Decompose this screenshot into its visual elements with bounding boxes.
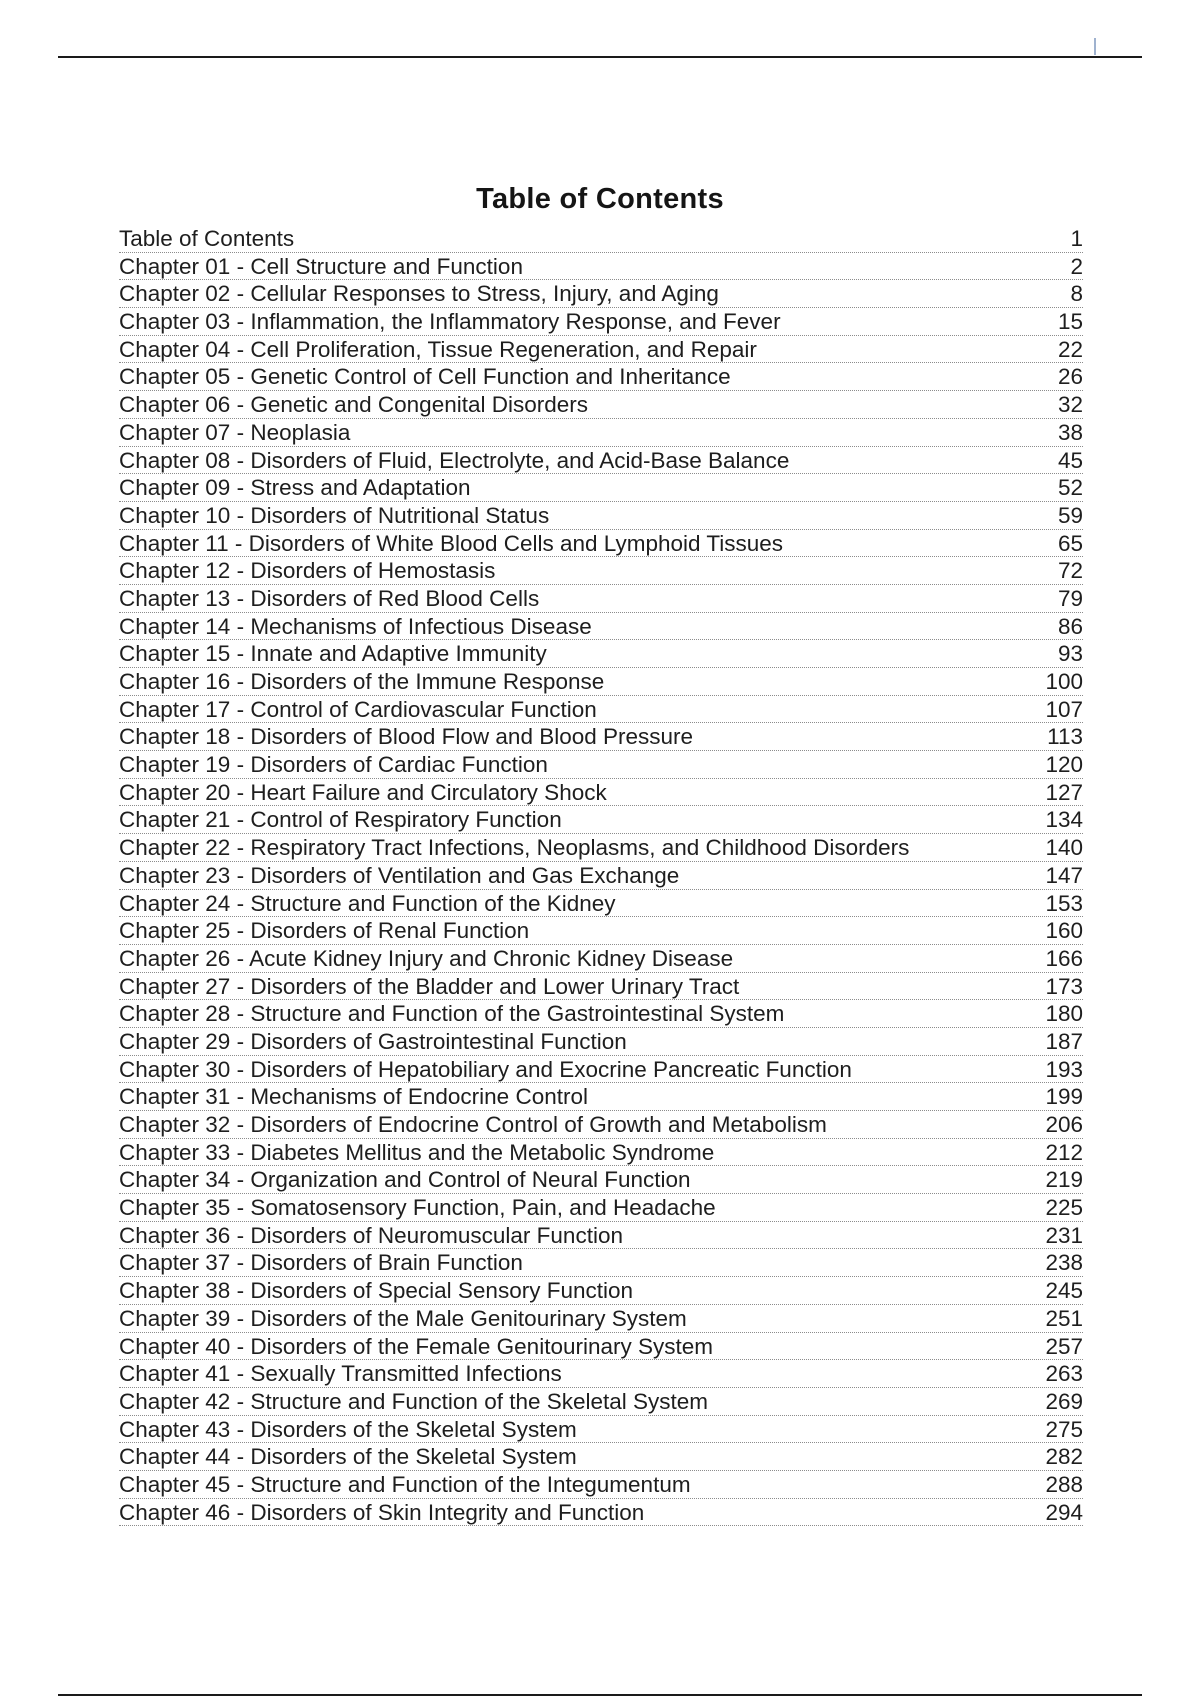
toc-entry-page-number: 275 — [1045, 1416, 1083, 1442]
toc-entry[interactable] — [119, 308, 1083, 336]
toc-entry-page-number: 257 — [1045, 1333, 1083, 1359]
toc-entry-page-number: 52 — [1057, 475, 1083, 501]
toc-entry-page-number: 72 — [1057, 558, 1083, 584]
toc-entry-label: Chapter 03 - Inflammation, the Inflammatory Response, and Fever — [119, 309, 781, 335]
toc-entry-page-number: 187 — [1045, 1028, 1083, 1054]
toc-entry-page-number: 100 — [1045, 669, 1083, 694]
toc-entry[interactable] — [119, 530, 1083, 558]
toc-entry-label: Chapter 27 - Disorders of the Bladder and Lower Urinary Tract — [119, 973, 740, 999]
toc-entry-label: Chapter 37 - Disorders of Brain Function — [119, 1250, 523, 1276]
toc-entry[interactable] — [119, 253, 1083, 281]
toc-entry[interactable] — [119, 834, 1083, 862]
toc-entry-page-number: 166 — [1045, 945, 1083, 971]
toc-entry[interactable] — [119, 447, 1083, 475]
toc-entry-label: Chapter 41 - Sexually Transmitted Infections — [119, 1361, 562, 1387]
toc-entry-label: Chapter 02 - Cellular Responses to Stress, Injury, and Aging — [119, 281, 719, 307]
toc-entry-label: Chapter 11 - Disorders of White Blood Cells and Lymphoid Tissues — [119, 530, 784, 556]
toc-entry-label: Chapter 13 - Disorders of Red Blood Cells — [119, 585, 540, 611]
toc-entry-page-number: 231 — [1045, 1222, 1083, 1248]
toc-entry[interactable] — [119, 502, 1083, 530]
toc-entry-page-number: 238 — [1045, 1250, 1083, 1276]
toc-entry[interactable] — [119, 973, 1083, 1001]
toc-entry[interactable] — [119, 640, 1083, 668]
toc-entry-page-number: 219 — [1045, 1167, 1083, 1193]
toc-entry-label: Chapter 28 - Structure and Function of the Gastrointestinal System — [119, 1001, 785, 1027]
toc-entry-label: Chapter 43 - Disorders of the Skeletal System — [119, 1416, 577, 1442]
toc-entry-page-number: 199 — [1045, 1084, 1083, 1110]
toc-entry-page-number: 225 — [1045, 1195, 1083, 1221]
toc-entry-page-number: 153 — [1045, 890, 1083, 916]
toc-entry[interactable] — [119, 668, 1083, 696]
toc-entry-label: Chapter 12 - Disorders of Hemostasis — [119, 558, 496, 584]
toc-entry[interactable] — [119, 1111, 1083, 1139]
toc-entry-label: Chapter 18 - Disorders of Blood Flow and Blood Pressure — [119, 724, 694, 750]
toc-entry-page-number: 173 — [1045, 973, 1083, 999]
toc-entry[interactable] — [119, 391, 1083, 419]
toc-entry-page-number: 86 — [1057, 613, 1083, 639]
toc-entry[interactable] — [119, 1249, 1083, 1277]
toc-entry[interactable] — [119, 806, 1083, 834]
toc-entry-page-number: 206 — [1045, 1112, 1083, 1137]
toc-entry-page-number: 113 — [1047, 724, 1083, 750]
toc-entry-label: Chapter 23 - Disorders of Ventilation and Gas Exchange — [119, 862, 680, 888]
toc-entry-label: Chapter 07 - Neoplasia — [119, 419, 351, 445]
toc-entry[interactable] — [119, 1333, 1083, 1361]
toc-entry-label: Chapter 36 - Disorders of Neuromuscular Function — [119, 1222, 623, 1248]
toc-entry[interactable] — [119, 1360, 1083, 1388]
toc-entry-label: Chapter 06 - Genetic and Congenital Disorders — [119, 392, 589, 418]
toc-entry[interactable] — [119, 557, 1083, 585]
toc-entry-label: Chapter 20 - Heart Failure and Circulatory Shock — [119, 779, 607, 805]
toc-entry-page-number: 32 — [1057, 392, 1083, 418]
toc-entry[interactable] — [119, 585, 1083, 613]
toc-entry[interactable] — [119, 225, 1083, 253]
toc-entry-label: Chapter 19 - Disorders of Cardiac Function — [119, 752, 548, 778]
toc-entry[interactable] — [119, 1388, 1083, 1416]
toc-entry[interactable] — [119, 1194, 1083, 1222]
toc-entry-page-number: 147 — [1045, 862, 1083, 888]
toc-entry-page-number: 212 — [1045, 1139, 1083, 1165]
toc-entry-label: Chapter 39 - Disorders of the Male Genitourinary System — [119, 1305, 687, 1331]
toc-entry-page-number: 22 — [1057, 336, 1083, 362]
toc-entry-label: Chapter 17 - Control of Cardiovascular Function — [119, 696, 597, 722]
toc-entry[interactable] — [119, 1083, 1083, 1111]
toc-entry-label: Chapter 26 - Acute Kidney Injury and Chronic Kidney Disease — [119, 945, 734, 971]
toc-entry-label: Chapter 22 - Respiratory Tract Infections, Neoplasms, and Childhood Disorders — [119, 835, 910, 861]
toc-entry-page-number: 65 — [1057, 530, 1083, 556]
toc-entry[interactable] — [119, 1056, 1083, 1084]
toc-entry[interactable] — [119, 945, 1083, 973]
toc-entry-label: Chapter 44 - Disorders of the Skeletal System — [119, 1444, 577, 1470]
toc-entry-label: Chapter 25 - Disorders of Renal Function — [119, 918, 530, 944]
toc-entry[interactable] — [119, 1000, 1083, 1028]
toc-entry-page-number: 2 — [1070, 253, 1083, 279]
toc-entry-label: Table of Contents — [119, 226, 295, 251]
toc-entry[interactable] — [119, 280, 1083, 308]
toc-entry[interactable] — [119, 613, 1083, 641]
toc-entry[interactable] — [119, 419, 1083, 447]
toc-entry[interactable] — [119, 336, 1083, 364]
toc-entry[interactable] — [119, 1499, 1083, 1527]
toc-entry-page-number: 15 — [1057, 309, 1083, 335]
toc-entry-label: Chapter 01 - Cell Structure and Function — [119, 253, 523, 279]
toc-entry[interactable] — [119, 363, 1083, 391]
toc-entry-label: Chapter 09 - Stress and Adaptation — [119, 475, 471, 501]
toc-entry-label: Chapter 29 - Disorders of Gastrointestinal Function — [119, 1028, 627, 1054]
toc-entry-page-number: 193 — [1045, 1056, 1083, 1082]
toc-entry-page-number: 1 — [1070, 226, 1083, 251]
toc-entry-label: Chapter 45 - Structure and Function of the Integumentum — [119, 1471, 691, 1497]
toc-entry-page-number: 269 — [1045, 1388, 1083, 1414]
toc-entry-page-number: 120 — [1045, 752, 1083, 778]
toc-entry-page-number: 45 — [1057, 447, 1083, 473]
toc-entry-label: Chapter 24 - Structure and Function of the Kidney — [119, 890, 616, 916]
header-rule — [58, 56, 1142, 58]
toc-entry[interactable] — [119, 1139, 1083, 1167]
toc-entry-label: Chapter 10 - Disorders of Nutritional Status — [119, 502, 550, 528]
toc-entry[interactable] — [119, 890, 1083, 918]
toc-entry-page-number: 79 — [1057, 585, 1083, 611]
text-cursor-mark — [1094, 38, 1096, 55]
toc-entry-label: Chapter 42 - Structure and Function of the Skeletal System — [119, 1388, 709, 1414]
toc-entry-page-number: 180 — [1045, 1001, 1083, 1027]
toc-entry-page-number: 59 — [1057, 502, 1083, 528]
toc-entry[interactable] — [119, 1416, 1083, 1444]
toc-entry-page-number: 251 — [1045, 1305, 1083, 1331]
toc-entry[interactable] — [119, 1028, 1083, 1056]
toc-entry-page-number: 263 — [1045, 1361, 1083, 1387]
toc-entry[interactable] — [119, 1222, 1083, 1250]
toc-entry-label: Chapter 15 - Innate and Adaptive Immunity — [119, 641, 547, 667]
toc-entry[interactable] — [119, 1305, 1083, 1333]
toc-entry-label: Chapter 40 - Disorders of the Female Genitourinary System — [119, 1333, 713, 1359]
toc-entry-page-number: 245 — [1045, 1278, 1083, 1304]
toc-entry-page-number: 8 — [1070, 281, 1083, 307]
toc-entry[interactable] — [119, 1443, 1083, 1471]
toc-entry[interactable] — [119, 696, 1083, 724]
toc-entry[interactable] — [119, 1166, 1083, 1194]
toc-entry-page-number: 107 — [1045, 696, 1083, 722]
toc-entry-page-number: 160 — [1045, 918, 1083, 944]
toc-entry-label: Chapter 14 - Mechanisms of Infectious Disease — [119, 613, 592, 639]
toc-entry-page-number: 294 — [1045, 1499, 1083, 1525]
toc-entry[interactable] — [119, 1277, 1083, 1305]
toc-entry-page-number: 127 — [1045, 779, 1083, 805]
footer-rule — [58, 1694, 1142, 1696]
toc-entry-page-number: 140 — [1045, 835, 1083, 861]
toc-list — [119, 225, 1083, 1526]
toc-entry[interactable] — [119, 723, 1083, 751]
toc-entry-label: Chapter 31 - Mechanisms of Endocrine Control — [119, 1084, 588, 1110]
toc-entry[interactable] — [119, 862, 1083, 890]
toc-entry[interactable] — [119, 751, 1083, 779]
toc-entry-page-number: 38 — [1057, 419, 1083, 445]
toc-entry-label: Chapter 04 - Cell Proliferation, Tissue Regeneration, and Repair — [119, 336, 757, 362]
page-title: Table of Contents — [476, 183, 724, 216]
toc-entry-page-number: 134 — [1045, 807, 1083, 833]
toc-entry-label: Chapter 32 - Disorders of Endocrine Control of Growth and Metabolism — [119, 1112, 827, 1137]
toc-entry-label: Chapter 21 - Control of Respiratory Function — [119, 807, 562, 833]
toc-entry-label: Chapter 33 - Diabetes Mellitus and the Metabolic Syndrome — [119, 1139, 715, 1165]
toc-entry-label: Chapter 46 - Disorders of Skin Integrity and Function — [119, 1499, 645, 1525]
toc-entry-label: Chapter 30 - Disorders of Hepatobiliary and Exocrine Pancreatic Function — [119, 1056, 852, 1082]
toc-entry-label: Chapter 08 - Disorders of Fluid, Electrolyte, and Acid-Base Balance — [119, 447, 790, 473]
toc-entry-label: Chapter 35 - Somatosensory Function, Pain, and Headache — [119, 1195, 716, 1221]
toc-entry-label: Chapter 16 - Disorders of the Immune Response — [119, 669, 605, 694]
toc-entry[interactable] — [119, 474, 1083, 502]
toc-entry-page-number: 282 — [1045, 1444, 1083, 1470]
toc-entry-label: Chapter 05 - Genetic Control of Cell Function and Inheritance — [119, 364, 731, 390]
toc-entry-label: Chapter 38 - Disorders of Special Sensory Function — [119, 1278, 633, 1304]
toc-entry[interactable] — [119, 917, 1083, 945]
toc-entry-label: Chapter 34 - Organization and Control of Neural Function — [119, 1167, 691, 1193]
toc-entry-page-number: 93 — [1057, 641, 1083, 667]
toc-entry-page-number: 288 — [1045, 1471, 1083, 1497]
toc-entry[interactable] — [119, 779, 1083, 807]
toc-entry[interactable] — [119, 1471, 1083, 1499]
toc-entry-page-number: 26 — [1057, 364, 1083, 390]
